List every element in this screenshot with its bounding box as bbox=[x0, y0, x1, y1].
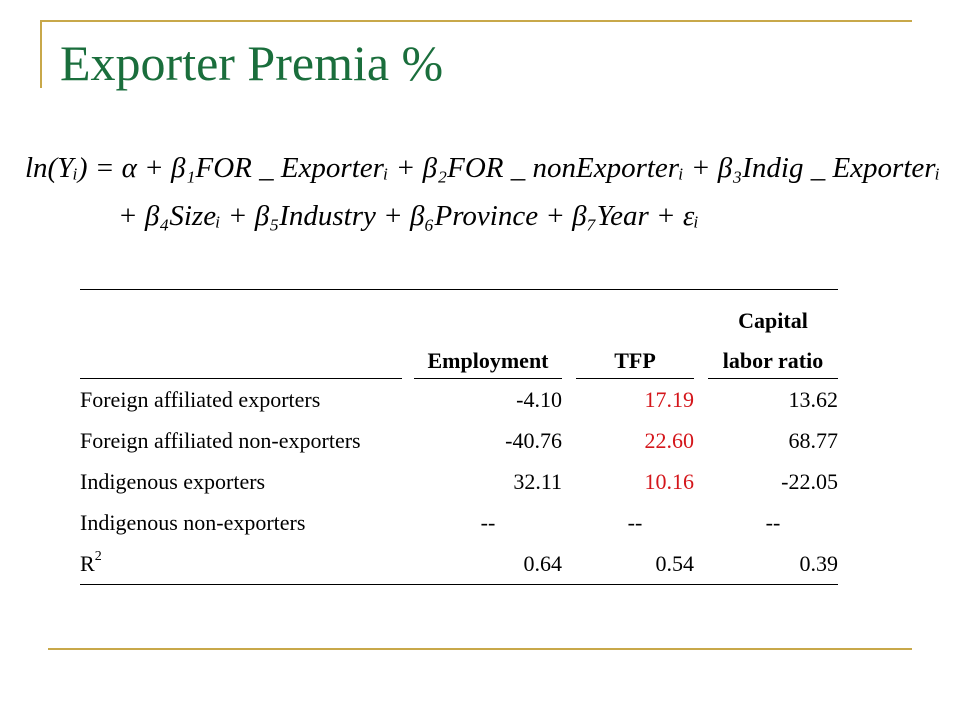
row-label-header bbox=[80, 334, 402, 379]
row-label: Foreign affiliated exporters bbox=[80, 386, 321, 412]
column-header-employment: Employment bbox=[414, 334, 562, 379]
row-label: Foreign affiliated non-exporters bbox=[80, 427, 361, 453]
column-header-capital-top: Capital bbox=[738, 308, 808, 333]
column-header-tfp: TFP bbox=[576, 334, 694, 379]
header-row-top bbox=[80, 290, 838, 335]
cell-tfp: -- bbox=[627, 509, 643, 535]
cell-capital: -22.05 bbox=[781, 468, 838, 494]
cell-employment: 0.64 bbox=[523, 550, 562, 576]
cell-employment: -- bbox=[480, 509, 496, 535]
exporter-premia-table bbox=[80, 289, 838, 585]
row-label: Indigenous non-exporters bbox=[80, 509, 306, 535]
header-row bbox=[80, 334, 838, 379]
regression-equation-line-2: + β₄Sizeᵢ + β₅Industry + β₆Province + β₇Year + εᵢ bbox=[118, 200, 699, 232]
accent-rule-top bbox=[42, 20, 912, 22]
cell-employment: -4.10 bbox=[516, 386, 562, 412]
table-row bbox=[80, 502, 838, 543]
table-row bbox=[80, 420, 838, 461]
cell-tfp: 0.54 bbox=[655, 550, 694, 576]
accent-rule-bottom bbox=[48, 648, 912, 650]
row-label-r2: $R^2$ bbox=[80, 549, 102, 576]
column-header-capital: labor ratio bbox=[708, 334, 838, 379]
cell-tfp: 22.60 bbox=[644, 427, 694, 453]
cell-tfp: 10.16 bbox=[644, 468, 694, 494]
slide-title: Exporter Premia % bbox=[60, 35, 444, 91]
cell-capital: 0.39 bbox=[799, 550, 838, 576]
cell-capital: -- bbox=[765, 509, 781, 535]
cell-employment: -40.76 bbox=[505, 427, 562, 453]
table-row bbox=[80, 379, 838, 420]
accent-rule-left bbox=[40, 20, 42, 88]
cell-capital: 13.62 bbox=[788, 386, 838, 412]
cell-capital: 68.77 bbox=[788, 427, 838, 453]
cell-employment: 32.11 bbox=[513, 468, 562, 494]
row-label: Indigenous exporters bbox=[80, 468, 266, 494]
table-row-r2 bbox=[80, 543, 838, 585]
regression-equation-line-1: ln(Yᵢ) = α + β₁FOR _ Exporterᵢ + β₂FOR _ nonExporterᵢ + β₃Indig _ Exporterᵢ bbox=[25, 152, 941, 184]
table-row bbox=[80, 461, 838, 502]
cell-tfp: 17.19 bbox=[644, 386, 694, 412]
